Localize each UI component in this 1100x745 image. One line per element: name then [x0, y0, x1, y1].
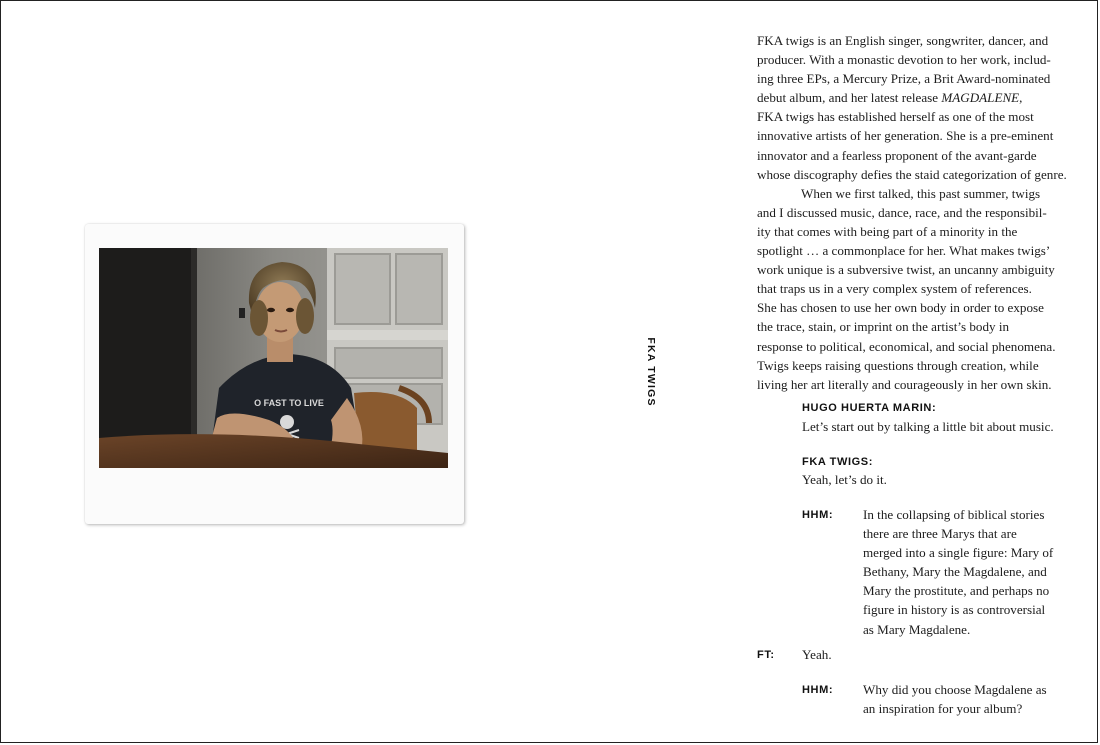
question-3-line: an inspiration for your album?	[863, 701, 1023, 717]
intro-line: whose discography defies the staid categorization of genre.	[757, 166, 1067, 182]
question-2	[863, 505, 1073, 639]
question-1: Let’s start out by talking a little bit about music.	[802, 419, 1054, 434]
intro-line: work unique is a subversive twist, an uncanny ambiguity	[757, 262, 1055, 278]
portrait-illustration	[99, 248, 448, 468]
intro-line: the trace, stain, or imprint on the artist’s body in	[757, 319, 1010, 335]
intro-line: spotlight … a commonplace for her. What makes twigs’	[757, 243, 1051, 259]
intro-line: ing three EPs, a Mercury Prize, a Brit Award-nominated	[757, 71, 1051, 87]
question-3	[863, 680, 1073, 718]
answer-1: Yeah, let’s do it.	[802, 472, 887, 487]
intro-text	[757, 31, 1073, 394]
question-2-line: Bethany, Mary the Magdalene, and	[863, 564, 1047, 580]
running-title: FKA TWIGS	[645, 337, 657, 407]
question-2-line: merged into a single figure: Mary of	[863, 545, 1054, 561]
answer-2: Yeah.	[802, 647, 832, 662]
intro-line: FKA twigs has established herself as one of the most	[757, 109, 1034, 125]
intro-line: innovator and a fearless proponent of the avant-garde	[757, 147, 1037, 163]
intro-line: innovative artists of her generation. She is a pre-eminent	[757, 128, 1054, 144]
album-title: MAGDALENE	[941, 90, 1020, 106]
intro-line: that traps us in a very complex system of references.	[757, 281, 1032, 297]
intro-line: When we first talked, this past summer, twigs	[801, 185, 1041, 201]
question-2-line: In the collapsing of biblical stories	[863, 507, 1045, 522]
intro-line: FKA twigs is an English singer, songwriter, dancer, and	[757, 33, 1049, 48]
portrait-photo	[99, 248, 448, 468]
question-3-line: Why did you choose Magdalene as	[863, 682, 1047, 697]
polaroid-frame	[85, 224, 464, 524]
intro-line: She has chosen to use her own body in order to expose	[757, 300, 1044, 316]
intro-line: response to political, economical, and social phenomena.	[757, 338, 1056, 354]
speaker-label-hhm-2: HHM:	[802, 684, 834, 696]
intro-line	[757, 88, 1073, 107]
speaker-label-hugo: HUGO HUERTA MARIN:	[802, 402, 937, 414]
intro-line: and I discussed music, dance, race, and the responsibil-	[757, 204, 1047, 220]
question-2-line: there are three Marys that are	[863, 526, 1017, 542]
intro-line: producer. With a monastic devotion to her work, includ-	[757, 52, 1051, 68]
speaker-label-twigs: FKA TWIGS:	[802, 456, 873, 468]
question-2-line: Mary the prostitute, and perhaps no	[863, 583, 1050, 599]
speaker-label-ft: FT:	[757, 649, 775, 661]
question-2-line: figure in history is as controversial	[863, 602, 1046, 618]
question-2-line: as Mary Magdalene.	[863, 621, 971, 637]
shirt-graphic-text: O FAST TO LIVE	[254, 398, 324, 408]
intro-line: ity that comes with being part of a minority in the	[757, 223, 1018, 239]
intro-line: Twigs keeps raising questions through creation, while	[757, 357, 1039, 373]
intro-line-part: debut album, and her latest release	[757, 90, 942, 106]
intro-line: living her art literally and courageously in her own skin.	[757, 376, 1052, 392]
album-title-comma: ,	[1019, 90, 1023, 106]
speaker-label-hhm: HHM:	[802, 509, 834, 521]
